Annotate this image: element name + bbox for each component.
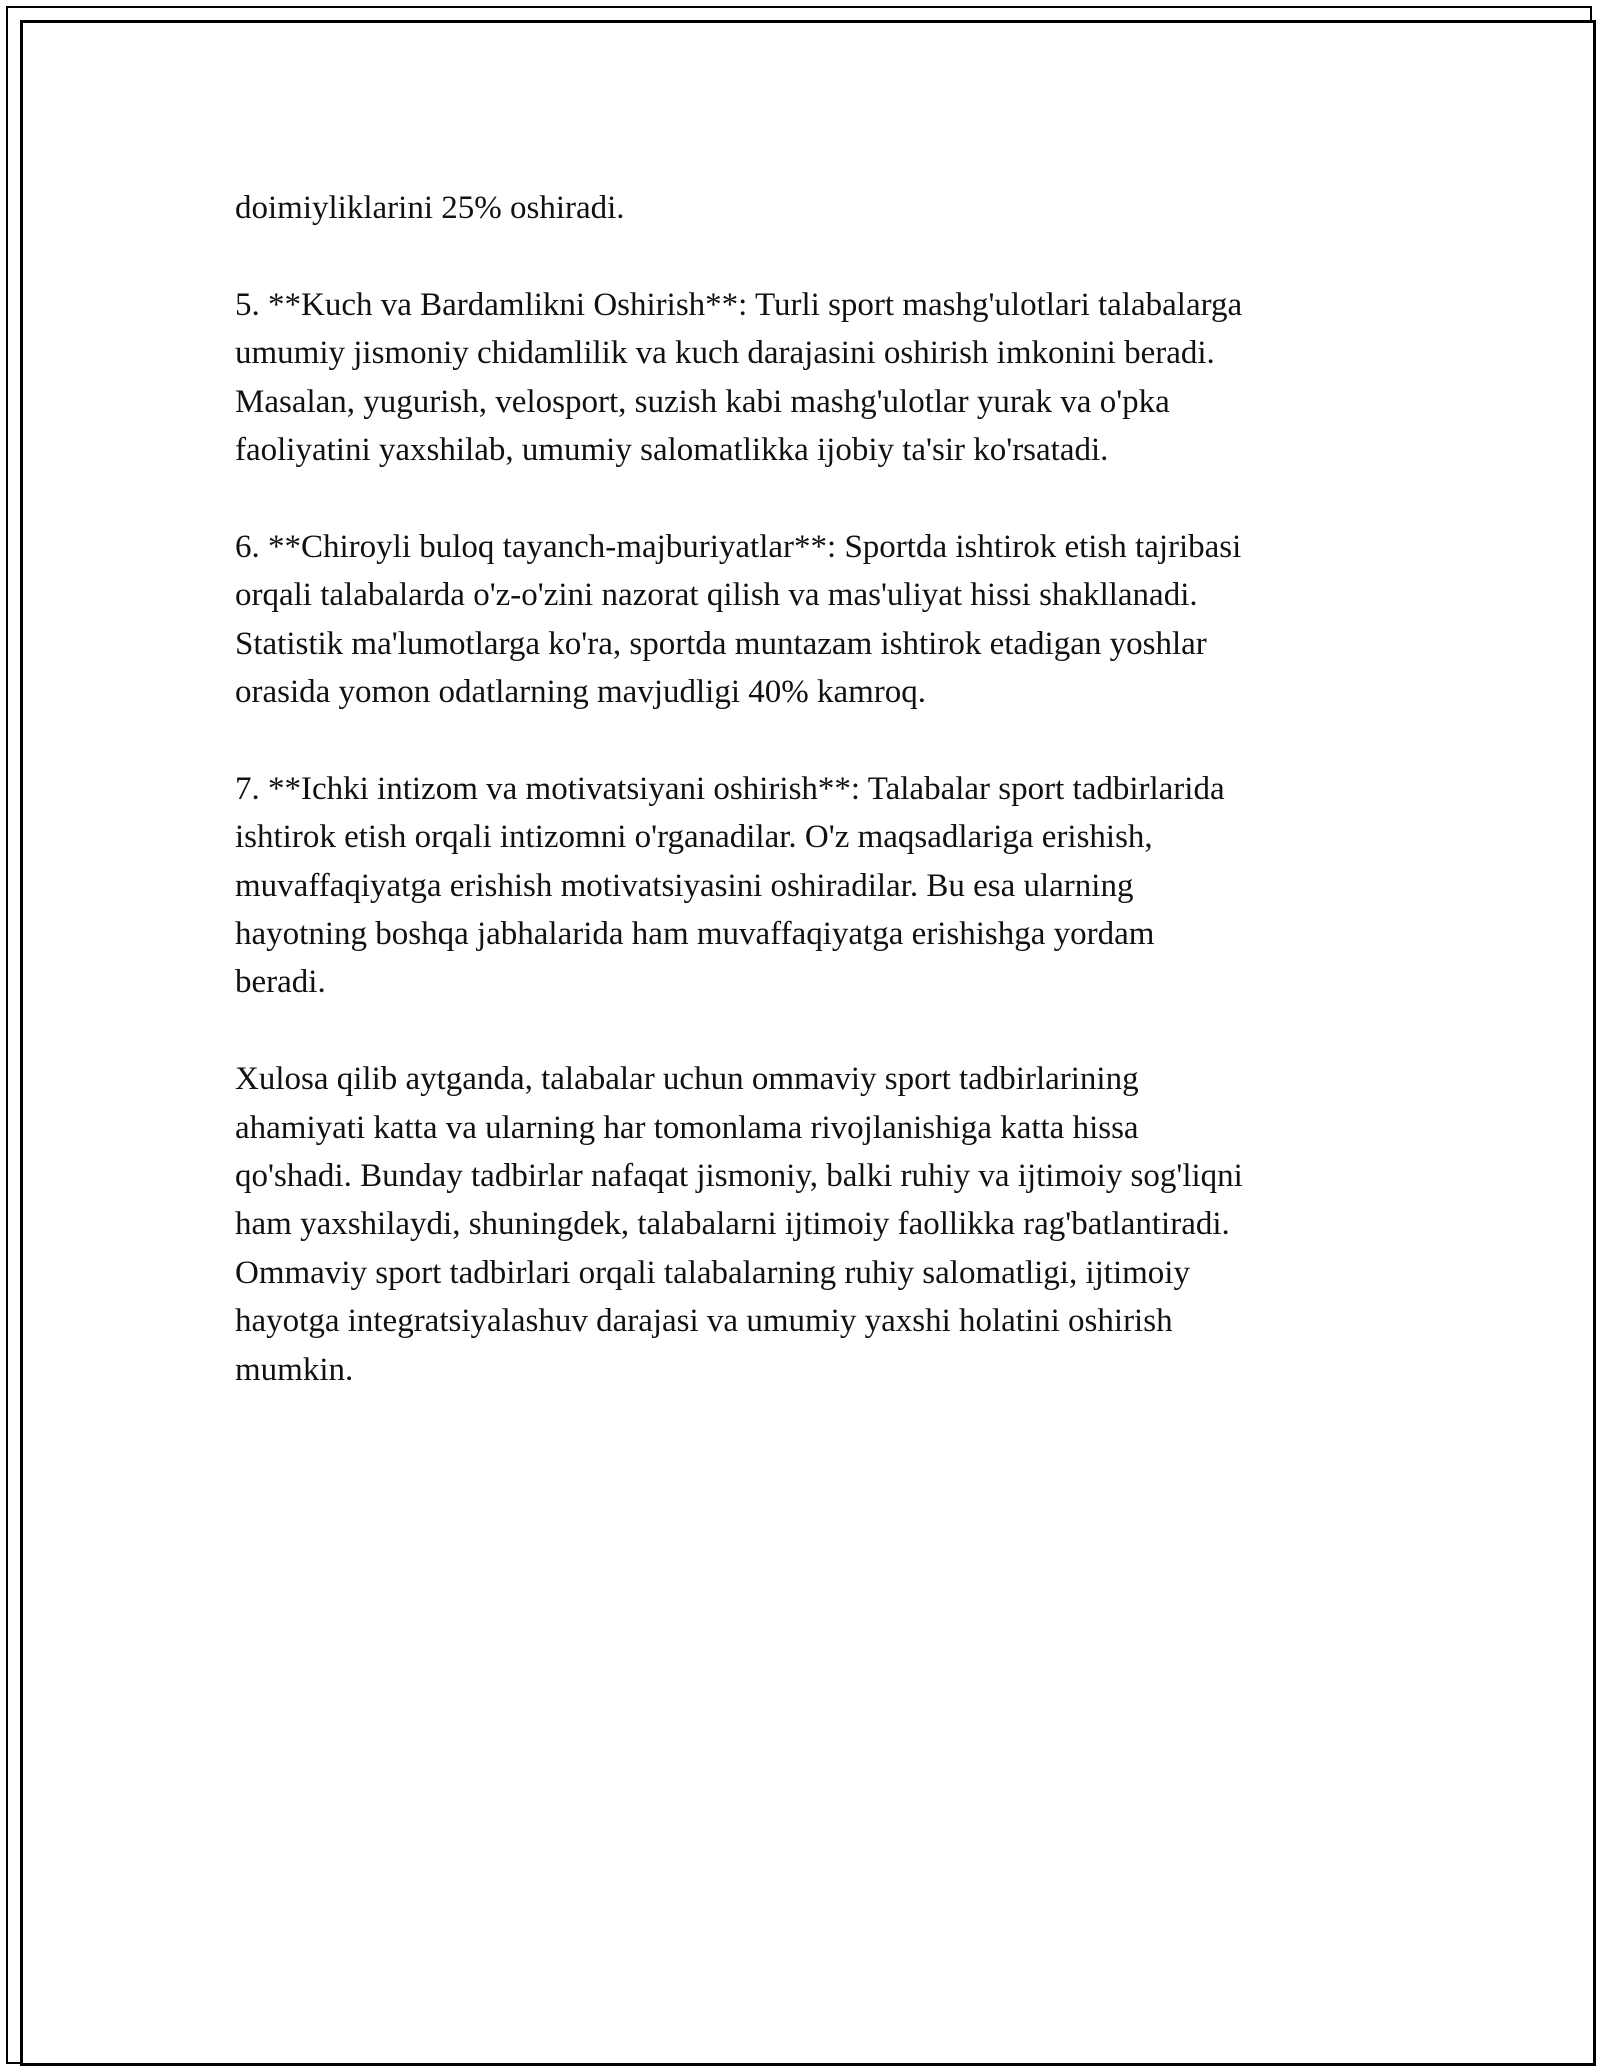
paragraph-continuation: doimiyliklarini 25% oshiradi.: [235, 190, 625, 226]
paragraph-item-5: 5. **Kuch va Bardamlikni Oshirish**: Turli sport mashg'ulotlari talabalarga umumiy jismoniy chidamlilik va kuch darajasini oshirish imkonini beradi. Masalan, yugurish, velosport, suzish kabi mashg'ulotlar yurak va o'pka faoliyatini yaxshilab, umumiy salomatlikka ijobiy ta'sir ko'rsatadi.: [235, 286, 1243, 469]
paragraph-item-6: 6. **Chiroyli buloq tayanch-majburiyatlar**: Sportda ishtirok etish tajribasi orqali talabalarda o'z-o'zini nazorat qilish va mas'uliyat hissi shakllanadi. Statistik ma'lumotlarga ko'ra, sportda muntazam ishtirok etadigan yoshlar orasida yomon odatlarning mavjudligi 40% kamroq.: [235, 528, 1242, 711]
paragraph-item-7: 7. **Ichki intizom va motivatsiyani oshirish**: Talabalar sport tadbirlarida ishtirok etish orqali intizomni o'rganadilar. O'z maqsadlariga erishish, muvaffaqiyatga erishish motivatsiyasini oshiradilar. Bu esa ularning hayotning boshqa jabhalarida ham muvaffaqiyatga erishishga yordam beradi.: [235, 770, 1225, 1001]
paragraph-conclusion: Xulosa qilib aytganda, talabalar uchun ommaviy sport tadbirlarining ahamiyati katta va ularning har tomonlama rivojlanishiga katta hissa qo'shadi. Bunday tadbirlar nafaqat jismoniy, balki ruhiy va ijtimoiy sog'liqni ham yaxshilaydi, shuningdek, talabalarni ijtimoiy faollikka rag'batlantiradi. Ommaviy sport tadbirlari orqali talabalarning ruhiy salomatligi, ijtimoiy hayotga integratsiyalashuv darajasi va umumiy yaxshi holatini oshirish mumkin.: [235, 1061, 1243, 1388]
document-body: [235, 184, 1385, 1394]
